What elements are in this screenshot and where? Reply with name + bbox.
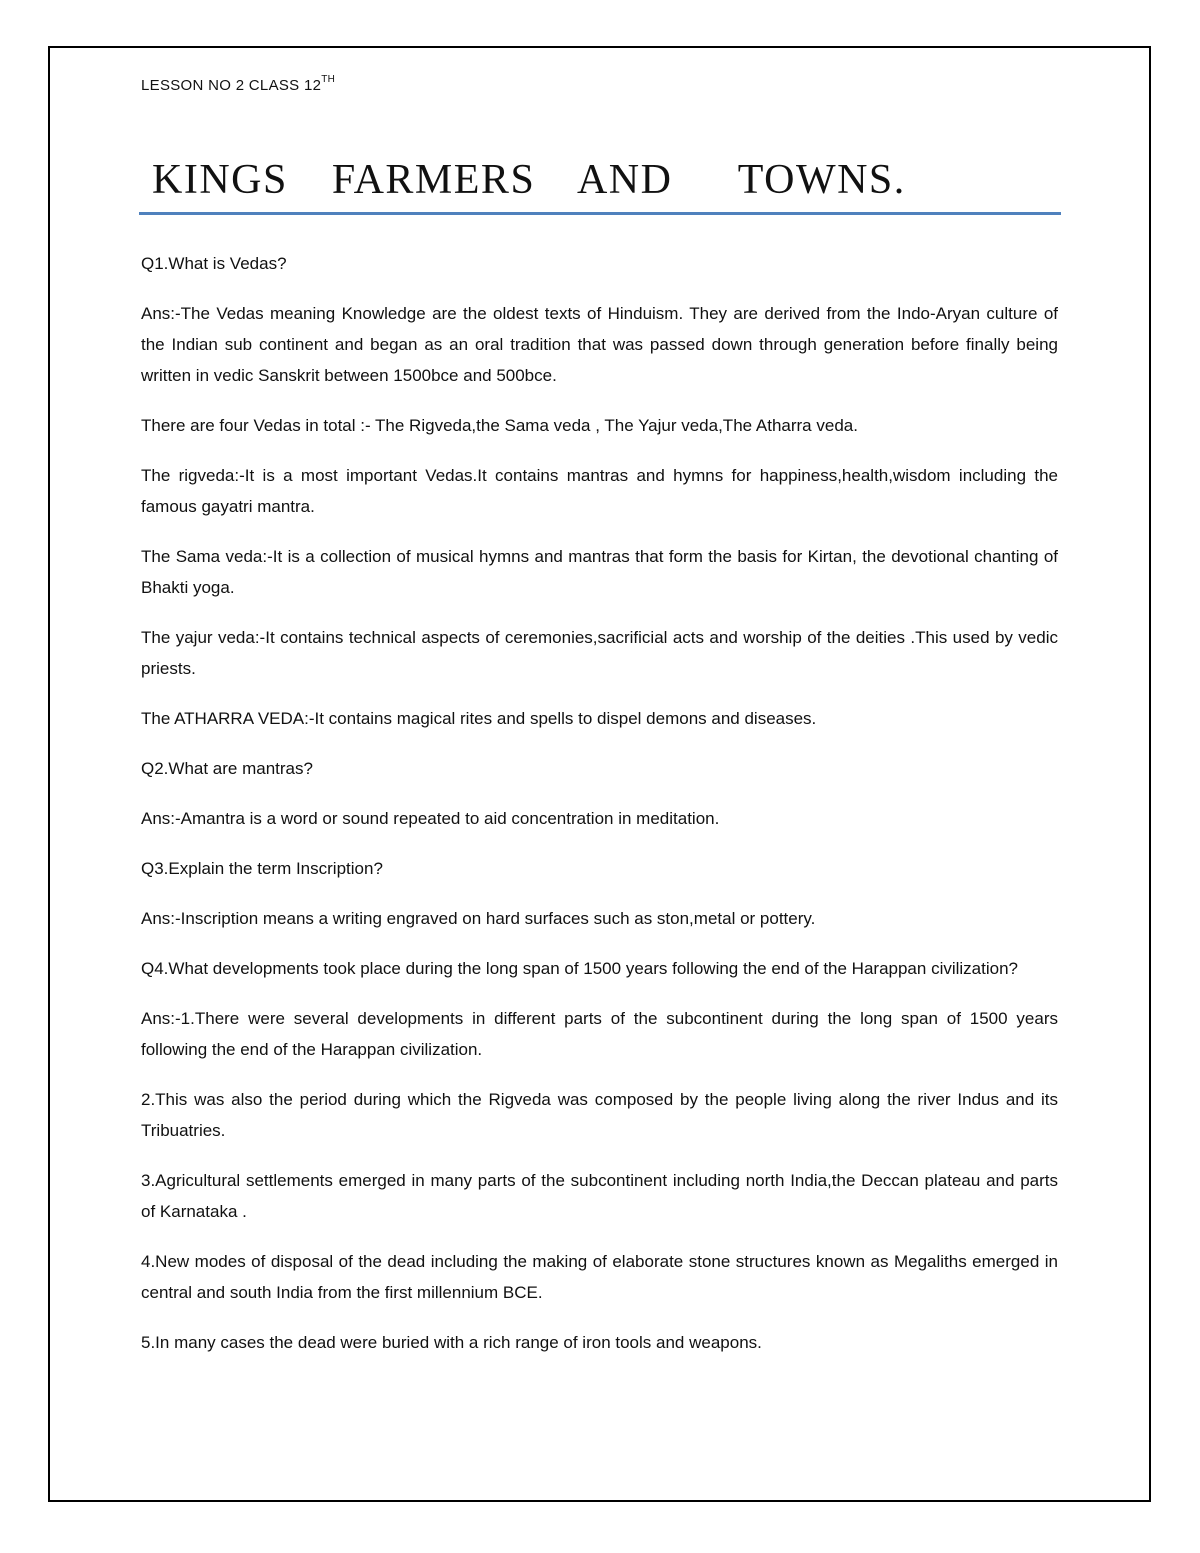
answer-1: Ans:-The Vedas meaning Knowledge are the oldest texts of Hinduism. They are derived from the Indo-Aryan culture of the Indian sub continent and began as an oral tradition that was passed down through generation before finally being written in vedic Sanskrit between 1500bce and 500bce. bbox=[141, 304, 1058, 385]
answer-4-point-3: 3.Agricultural settlements emerged in many parts of the subcontinent including north India,the Deccan plateau and parts of Karnataka . bbox=[141, 1171, 1058, 1221]
question-1: Q1.What is Vedas? bbox=[141, 254, 287, 273]
rigveda-paragraph: The rigveda:-It is a most important Vedas.It contains mantras and hymns for happiness,health,wisdom including the famous gayatri mantra. bbox=[141, 466, 1058, 516]
answer-4-point-5: 5.In many cases the dead were buried with a rich range of iron tools and weapons. bbox=[141, 1333, 762, 1352]
lesson-label bbox=[141, 74, 335, 94]
answer-2: Ans:-Amantra is a word or sound repeated to aid concentration in meditation. bbox=[141, 809, 720, 828]
answer-4-point-4: 4.New modes of disposal of the dead including the making of elaborate stone structures known as Megaliths emerged in central and south India from the first millennium BCE. bbox=[141, 1252, 1058, 1302]
question-4: Q4.What developments took place during the long span of 1500 years following the end of the Harappan civilization? bbox=[141, 959, 1018, 978]
document-title: KINGS FARMERS AND TOWNS. bbox=[152, 157, 906, 203]
lesson-superscript: TH bbox=[321, 74, 336, 85]
document-body bbox=[141, 248, 1058, 1377]
vedas-list: There are four Vedas in total :- The Rigveda,the Sama veda , The Yajur veda,The Atharra veda. bbox=[141, 416, 858, 435]
answer-4-point-2: 2.This was also the period during which the Rigveda was composed by the people living along the river Indus and its Tribuatries. bbox=[141, 1090, 1058, 1140]
question-3: Q3.Explain the term Inscription? bbox=[141, 859, 383, 878]
answer-3: Ans:-Inscription means a writing engraved on hard surfaces such as ston,metal or pottery. bbox=[141, 909, 816, 928]
atharraveda-paragraph: The ATHARRA VEDA:-It contains magical rites and spells to dispel demons and diseases. bbox=[141, 709, 817, 728]
samaveda-paragraph: The Sama veda:-It is a collection of musical hymns and mantras that form the basis for Kirtan, the devotional chanting of Bhakti yoga. bbox=[141, 547, 1058, 597]
title-underline bbox=[139, 212, 1061, 215]
lesson-text: LESSON NO 2 CLASS 12 bbox=[141, 77, 322, 94]
answer-4-point-1: Ans:-1.There were several developments in different parts of the subcontinent during the long span of 1500 years following the end of the Harappan civilization. bbox=[141, 1009, 1058, 1059]
question-2: Q2.What are mantras? bbox=[141, 759, 313, 778]
yajurveda-paragraph: The yajur veda:-It contains technical aspects of ceremonies,sacrificial acts and worship of the deities .This used by vedic priests. bbox=[141, 628, 1058, 678]
